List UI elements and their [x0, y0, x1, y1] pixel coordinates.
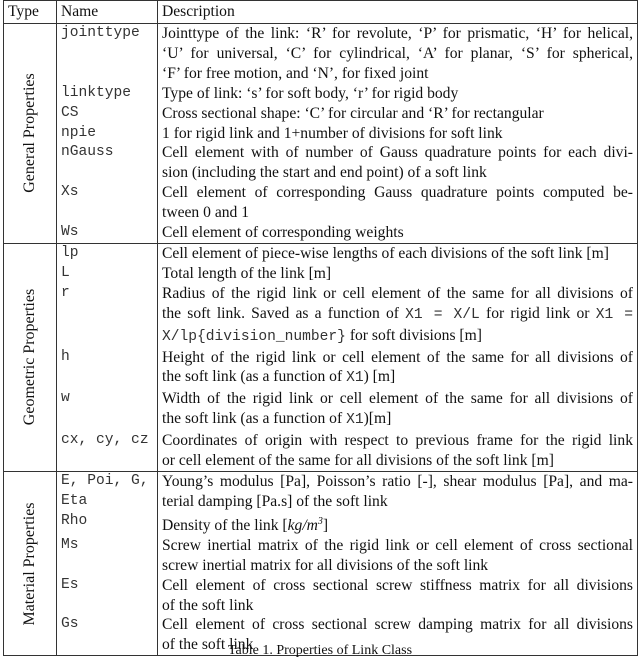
table-row [4, 124, 638, 144]
description-line [162, 24, 633, 44]
property-description [158, 471, 638, 511]
description-line [162, 203, 633, 223]
description-line [162, 512, 633, 536]
property-name: nGauss [57, 143, 158, 183]
section-type-cell [4, 24, 57, 244]
property-name: h [57, 348, 158, 390]
text-segment: Jointtype of the link: ‘R’ for revolute, ‘P’ for prismatic, ‘H’ for helical, [162, 25, 633, 42]
property-description [158, 576, 638, 616]
description-line [162, 389, 633, 409]
description-line [162, 492, 633, 512]
description-line [162, 223, 633, 243]
property-name: CS [57, 104, 158, 124]
text-segment: 3 [317, 515, 323, 527]
description-line [162, 264, 633, 284]
description-line [162, 104, 633, 124]
text-segment: for rigid link or [479, 304, 596, 322]
description-line [162, 143, 633, 163]
description-line [162, 304, 633, 326]
table-caption: Table 1. Properties of Link Class [227, 643, 413, 658]
description-line [162, 472, 633, 492]
table-row [4, 536, 638, 576]
section-type-cell [4, 243, 57, 471]
property-name: r [57, 284, 158, 348]
description-line [162, 451, 633, 471]
table-row [4, 243, 638, 263]
text-segment: sion (including the start and end point) of a soft link [162, 164, 487, 182]
property-name: Gs [57, 615, 158, 655]
description-line [162, 576, 633, 596]
text-segment: Cell element of corresponding Gauss quadrature points computed be- [162, 184, 633, 202]
text-segment: Cell element with of number of Gauss quadrature points for each divi- [162, 144, 633, 162]
property-name: L [57, 264, 158, 284]
text-segment: the soft link (as a function of [162, 368, 347, 386]
section-type-label: Material Properties [21, 502, 39, 626]
table-row [4, 389, 638, 431]
property-description [158, 536, 638, 576]
property-name: linktype [57, 84, 158, 104]
text-segment: Cross sectional shape: ‘C’ for circular and ‘R’ for rectangular [162, 104, 544, 122]
table-row [4, 223, 638, 243]
description-line [162, 348, 633, 368]
property-name: npie [57, 124, 158, 144]
table-row [4, 264, 638, 284]
description-line [162, 615, 633, 635]
text-segment: ‘U’ for universal, ‘C’ for cylindrical, ‘A’ for planar, ‘S’ for spherical, [162, 44, 633, 62]
property-description [158, 284, 638, 348]
table-row [4, 104, 638, 124]
property-description [158, 431, 638, 471]
text-segment: Total length of the link [m] [162, 264, 332, 282]
text-segment: Cell element of piece-wise lengths of each divisions of the soft link [m] [162, 244, 609, 262]
property-name: Xs [57, 183, 158, 223]
property-description [158, 243, 638, 263]
table-row [4, 512, 638, 536]
description-line [162, 596, 633, 616]
text-segment: )[m] [363, 410, 392, 428]
text-segment: kg/m [287, 516, 318, 534]
property-name: Ws [57, 223, 158, 243]
text-segment: the soft link (as a function of [162, 410, 347, 428]
text-segment: ) [m] [363, 368, 396, 386]
property-description [158, 389, 638, 431]
property-name: cx, cy, cz [57, 431, 158, 471]
table-row [4, 348, 638, 390]
table-row [4, 143, 638, 183]
property-name: jointtype [57, 24, 158, 84]
text-segment: Cell element of cross sectional screw damping matrix for all divisions [162, 616, 633, 634]
section-type-cell [4, 471, 57, 655]
text-segment: screw inertial matrix for all divisions of the soft link [162, 556, 489, 574]
code-text: X1 [346, 370, 364, 387]
description-line [162, 124, 633, 144]
table-row [4, 183, 638, 223]
section-type-label: General Properties [21, 73, 39, 194]
text-segment: terial damping [Pa.s] of the soft link [162, 492, 388, 510]
property-description [158, 104, 638, 124]
table-row [4, 471, 638, 511]
property-name: E, Poi, G, Eta [57, 471, 158, 511]
link-properties-table [3, 0, 638, 656]
description-line [162, 64, 633, 84]
text-segment: the soft link. Saved as a function of [162, 304, 406, 322]
property-description [158, 84, 638, 104]
table-row [4, 284, 638, 348]
property-name: w [57, 389, 158, 431]
table-row [4, 84, 638, 104]
table-row [4, 24, 638, 84]
text-segment: of the soft link [162, 636, 254, 654]
description-line [162, 163, 633, 183]
description-line [162, 536, 633, 556]
description-line [162, 326, 633, 348]
description-line [162, 431, 633, 451]
text-segment: Radius of the rigid link or cell element of the same for all divisions of [162, 284, 633, 302]
section-type-label: Geometric Properties [21, 289, 39, 426]
property-name: lp [57, 243, 158, 263]
property-description [158, 124, 638, 144]
text-segment: Cell element of corresponding weights [162, 224, 404, 242]
table-body [4, 24, 638, 656]
code-text: X1 = [595, 306, 634, 323]
description-line [162, 284, 633, 304]
header-type: Type [4, 1, 57, 24]
text-segment: Width of the rigid link or cell element of the same for all divisions of [162, 390, 633, 408]
description-line [162, 367, 633, 389]
text-segment: Coordinates of origin with respect to previous frame for the rigid link [162, 432, 633, 450]
text-segment: for soft divisions [m] [345, 326, 482, 344]
text-segment: Height of the rigid link or cell element of the same for all divisions of [162, 348, 633, 366]
text-segment: Cell element of cross sectional screw stiffness matrix for all divisions [162, 576, 633, 594]
property-name: Ms [57, 536, 158, 576]
description-line [162, 244, 633, 264]
text-segment: Young’s modulus [Pa], Poisson’s ratio [-], shear modulus [Pa], and ma- [162, 472, 633, 490]
text-segment: tween 0 and 1 [162, 204, 250, 222]
property-description [158, 143, 638, 183]
table-row [4, 576, 638, 616]
text-segment: Density of the link [ [162, 516, 288, 534]
property-description [158, 24, 638, 84]
description-line [162, 44, 633, 64]
property-description [158, 264, 638, 284]
text-segment: 1 for rigid link and 1+number of divisions for soft link [162, 124, 503, 142]
header-row [4, 1, 638, 24]
text-segment: ‘F’ for free motion, and ‘N’, for fixed joint [162, 64, 429, 82]
code-text: X/lp{division_number} [162, 328, 346, 345]
description-line [162, 556, 633, 576]
text-segment: Type of link: ‘s’ for soft body, ‘r’ for rigid body [162, 84, 459, 102]
property-name: Es [57, 576, 158, 616]
property-name: Rho [57, 512, 158, 536]
text-segment: ] [322, 516, 329, 534]
property-description [158, 223, 638, 243]
header-name: Name [57, 1, 158, 24]
table-row [4, 431, 638, 471]
property-description [158, 348, 638, 390]
header-description: Description [158, 1, 638, 24]
text-segment: or cell element of the same for all divisions of the soft link [m] [162, 452, 554, 470]
code-text: X1 [346, 412, 364, 429]
text-segment: of the soft link [162, 596, 254, 614]
description-line [162, 409, 633, 431]
description-line [162, 84, 633, 104]
text-segment: Screw inertial matrix of the rigid link or cell element of cross sectional [162, 536, 633, 554]
description-line [162, 183, 633, 203]
property-description [158, 183, 638, 223]
code-text: X1 = X/L [405, 306, 480, 323]
property-description [158, 512, 638, 536]
